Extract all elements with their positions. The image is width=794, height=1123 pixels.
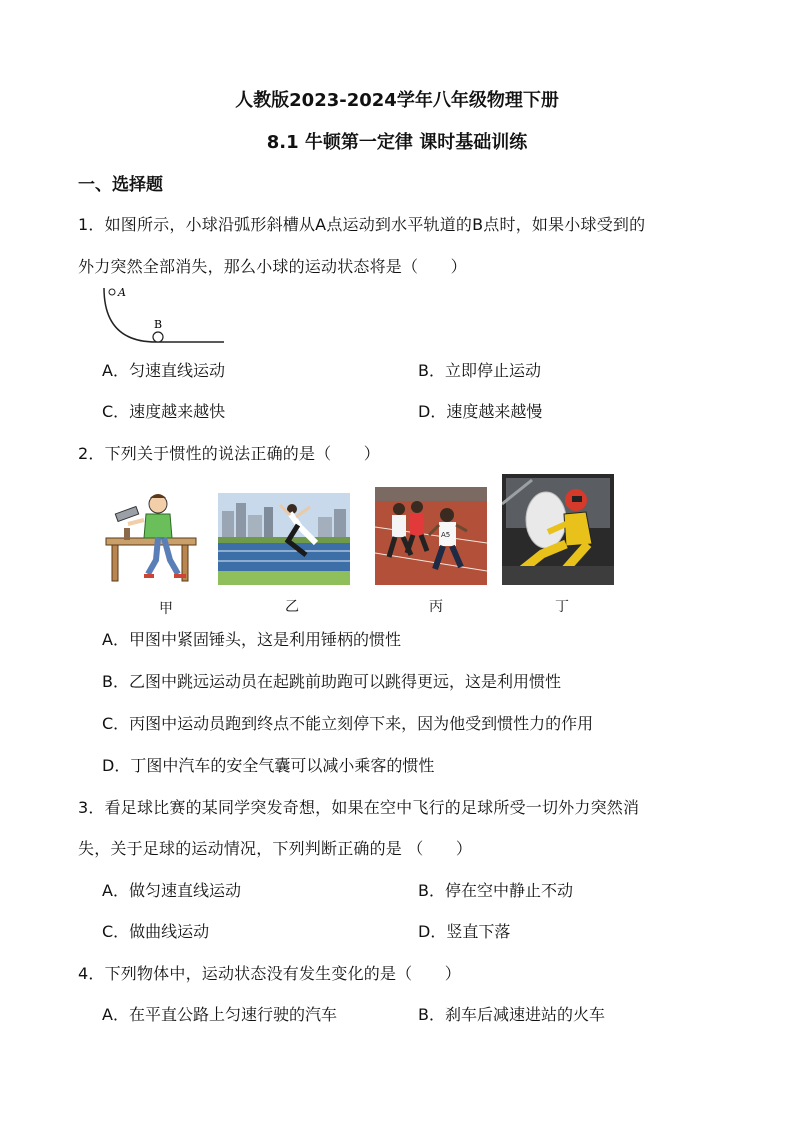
section-heading: 一、选择题	[78, 175, 163, 195]
q3-option-c[interactable]: C．做曲线运动	[102, 922, 210, 941]
caption-jia: 甲	[159, 601, 173, 617]
caption-bing: 丙	[429, 599, 443, 615]
q1-ramp-figure	[98, 282, 228, 348]
q3-option-a[interactable]: A．做匀速直线运动	[102, 881, 241, 900]
q3-stem-line2: 失，关于足球的运动情况，下列判断正确的是 （ ）	[78, 839, 473, 858]
svg-text:A5: A5	[441, 531, 451, 539]
ball-at-a	[109, 289, 115, 295]
q3-stem-line1: 3．看足球比赛的某同学突发奇想，如果在空中飞行的足球所受一切外力突然消	[78, 798, 640, 817]
q4-stem: 4．下列物体中，运动状态没有发生变化的是（ ）	[78, 964, 461, 983]
q2-stem: 2．下列关于惯性的说法正确的是（ ）	[78, 444, 380, 463]
figure-yi-long-jump	[218, 493, 350, 585]
label-a: A	[118, 286, 126, 299]
q1-stem-line1: 1．如图所示，小球沿弧形斜槽从A点运动到水平轨道的B点时，如果小球受到的	[78, 215, 646, 234]
figure-ding-airbag	[502, 474, 614, 585]
figure-jia-hammer	[98, 490, 202, 590]
q4-option-a[interactable]: A．在平直公路上匀速行驶的汽车	[102, 1005, 337, 1024]
q2-option-a[interactable]: A．甲图中紧固锤头，这是利用锤柄的惯性	[102, 630, 401, 649]
caption-ding: 丁	[555, 599, 569, 615]
q2-option-b[interactable]: B．乙图中跳远运动员在起跳前助跑可以跳得更远，这是利用惯性	[102, 672, 561, 691]
q3-option-d[interactable]: D．竖直下落	[418, 922, 511, 941]
q2-option-c[interactable]: C．丙图中运动员跑到终点不能立刻停下来，因为他受到惯性力的作用	[102, 714, 594, 733]
figure-bing-runners	[375, 487, 487, 585]
q1-option-b[interactable]: B．立即停止运动	[418, 361, 541, 380]
page-title-line1: 人教版2023-2024学年八年级物理下册	[235, 90, 559, 111]
ball-at-b	[153, 332, 163, 342]
q3-option-b[interactable]: B．停在空中静止不动	[418, 881, 573, 900]
q1-option-d[interactable]: D．速度越来越慢	[418, 402, 543, 421]
q4-option-b[interactable]: B．刹车后减速进站的火车	[418, 1005, 605, 1024]
page-title-line2: 8.1 牛顿第一定律 课时基础训练	[266, 132, 528, 153]
caption-yi: 乙	[285, 599, 299, 615]
q1-option-c[interactable]: C．速度越来越快	[102, 402, 226, 421]
q2-option-d[interactable]: D．丁图中汽车的安全气囊可以减小乘客的惯性	[102, 756, 435, 775]
q1-option-a[interactable]: A．匀速直线运动	[102, 361, 225, 380]
label-b: B	[154, 318, 163, 331]
q1-stem-line2: 外力突然全部消失，那么小球的运动状态将是（ ）	[78, 257, 467, 276]
